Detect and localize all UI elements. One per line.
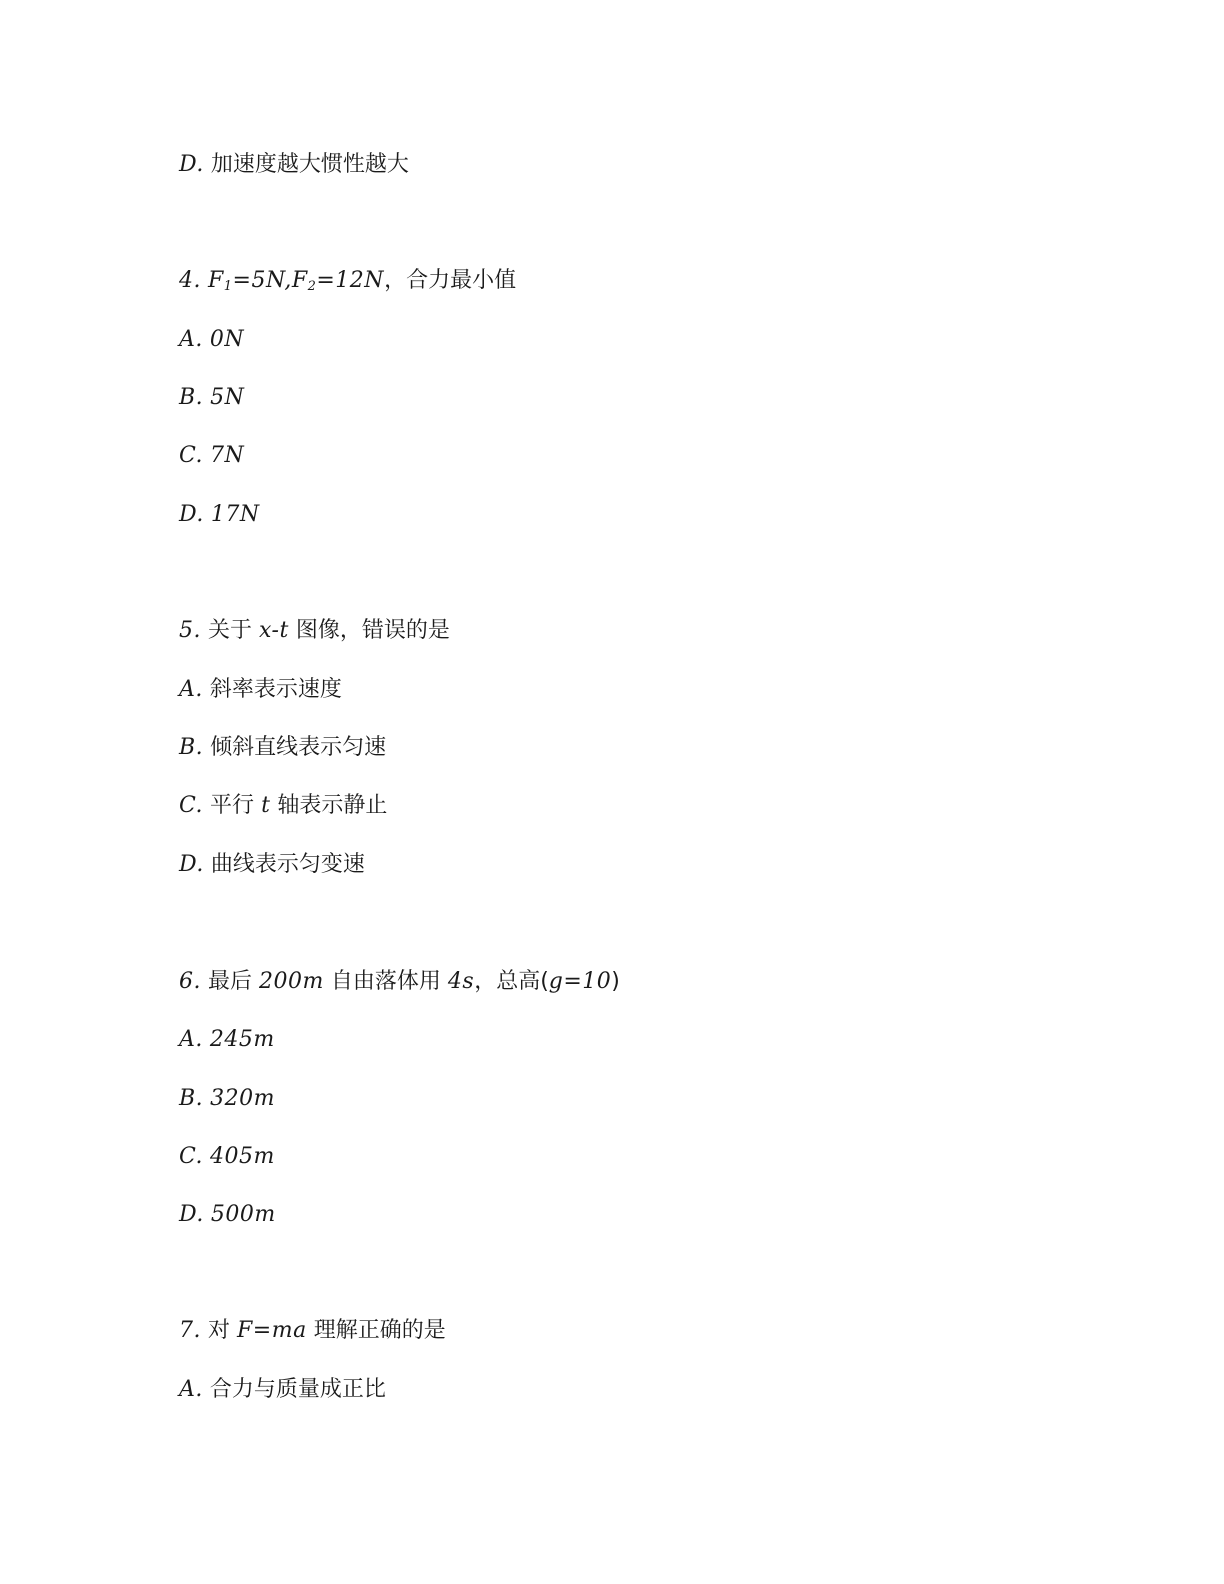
option-text: 合力与质量成正比 (209, 1377, 386, 1402)
option-text: 加速度越大惯性越大 (210, 152, 409, 177)
question-term: F=ma (237, 1318, 307, 1343)
question-text: 自由落体用 (330, 969, 441, 994)
question-6-stem (179, 967, 620, 997)
f2-subscript: 2 (307, 279, 317, 294)
question-term: g=10 (548, 969, 612, 994)
question-4-option-c (179, 441, 244, 471)
question-7-option-a (179, 1375, 386, 1405)
question-text: ) (611, 969, 620, 994)
option-letter: C. (179, 793, 204, 818)
option-text: 5N (210, 385, 245, 410)
option-letter: D. (179, 1202, 204, 1227)
f1-value: =5N, (232, 268, 292, 293)
option-text: 17N (210, 502, 260, 527)
question-5-option-b (179, 733, 386, 763)
option-text: 320m (210, 1086, 276, 1111)
option-text: 7N (210, 443, 245, 468)
question-5-stem (179, 616, 450, 646)
question-number: 6. (179, 969, 201, 994)
option-letter: C. (179, 1144, 204, 1169)
question-6-option-d (179, 1200, 276, 1230)
option-letter: A. (179, 677, 203, 702)
question-5-option-a (179, 675, 342, 705)
option-letter: B. (179, 735, 204, 760)
question-4-stem (179, 266, 516, 296)
option-text: 405m (210, 1144, 275, 1169)
question-5-option-c (179, 791, 387, 821)
question-4-option-a (179, 325, 244, 355)
question-6-option-c (179, 1142, 275, 1172)
prev-question-option-d (179, 150, 409, 180)
question-number: 7. (179, 1318, 201, 1343)
question-text: 关于 (208, 618, 253, 643)
option-text: 斜率表示速度 (209, 677, 342, 702)
option-letter: A. (179, 327, 203, 352)
question-number: 4. (179, 268, 201, 293)
option-letter: D. (179, 852, 204, 877)
question-text: 对 (208, 1318, 231, 1343)
f2-value: =12N (316, 268, 385, 293)
option-text: 平行 (210, 793, 255, 818)
question-term: x-t (259, 618, 289, 643)
option-text: 245m (209, 1027, 275, 1052)
option-text: 倾斜直线表示匀速 (210, 735, 387, 760)
question-7-stem (179, 1316, 446, 1346)
option-letter: A. (179, 1027, 203, 1052)
option-letter: D. (179, 502, 204, 527)
option-term: t (261, 793, 271, 818)
question-term: 200m (259, 969, 324, 994)
question-number: 5. (179, 618, 201, 643)
option-letter: B. (179, 1086, 204, 1111)
option-letter: C. (179, 443, 204, 468)
question-text: ，总高( (474, 969, 549, 994)
question-6-option-a (179, 1025, 275, 1055)
question-term: 4s (447, 969, 475, 994)
option-text: 500m (210, 1202, 276, 1227)
question-6-option-b (179, 1084, 275, 1114)
option-text: 轴表示静止 (277, 793, 388, 818)
question-4-option-d (179, 500, 260, 530)
question-text: 图像，错误的是 (295, 618, 450, 643)
option-text: 0N (209, 327, 245, 352)
question-5-option-d (179, 850, 365, 880)
option-letter: D. (179, 152, 204, 177)
question-text: 理解正确的是 (313, 1318, 446, 1343)
option-text: 曲线表示匀变速 (210, 852, 365, 877)
f1-subscript: 1 (223, 279, 233, 294)
f1-label: F (208, 268, 224, 293)
question-text: ，合力最小值 (384, 268, 517, 293)
question-text: 最后 (208, 969, 253, 994)
f2-label: F (291, 268, 308, 293)
option-letter: B. (179, 385, 204, 410)
question-4-option-b (179, 383, 244, 413)
option-letter: A. (179, 1377, 203, 1402)
